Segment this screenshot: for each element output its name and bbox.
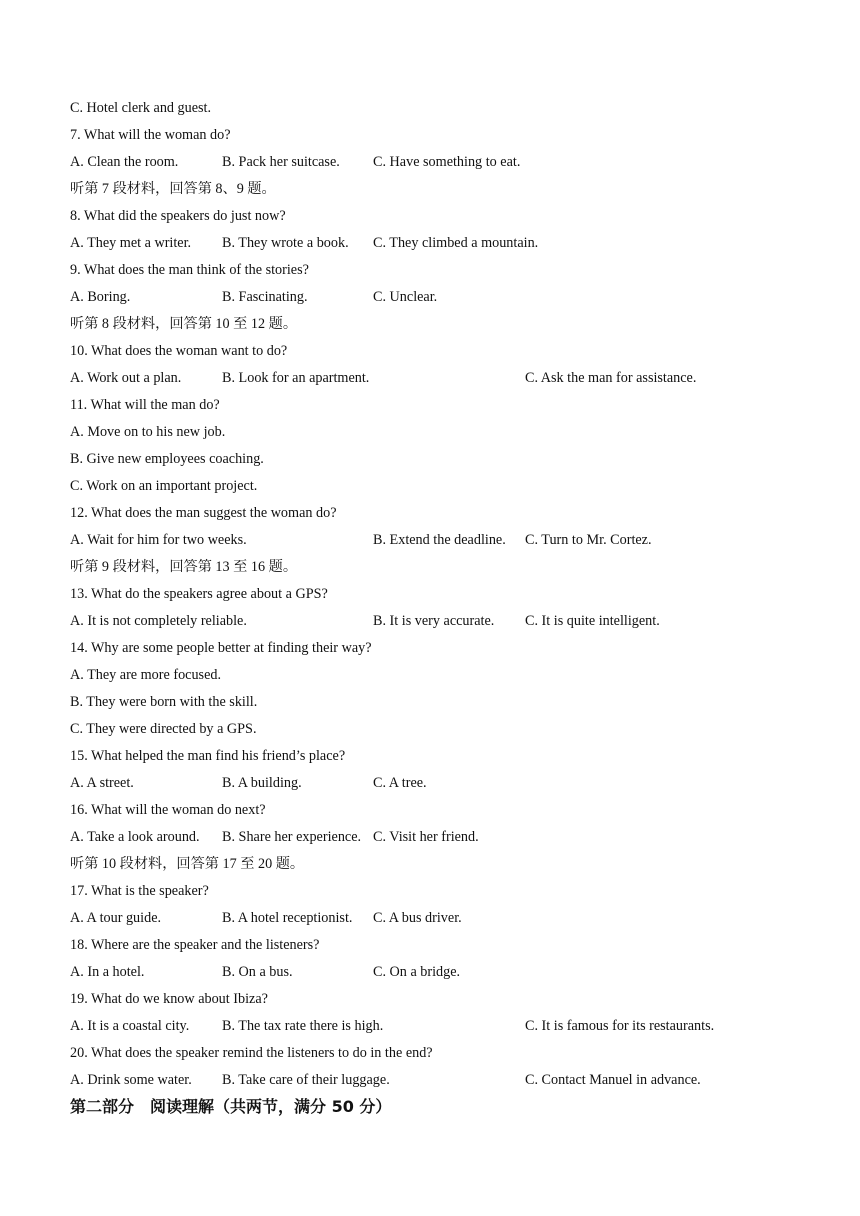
option-15c: C. A tree. [373, 775, 427, 791]
option-13b: B. It is very accurate. [373, 613, 495, 629]
option-12c: C. Turn to Mr. Cortez. [525, 532, 652, 548]
question-12: 12. What does the man suggest the woman do? [70, 505, 337, 521]
option-20c: C. Contact Manuel in advance. [525, 1072, 701, 1088]
option-20b: B. Take care of their luggage. [222, 1072, 390, 1088]
option-line: C. Hotel clerk and guest. [70, 100, 212, 116]
option-9b: B. Fascinating. [222, 289, 308, 305]
question-10: 10. What does the woman want to do? [70, 343, 288, 359]
option-19a: A. It is a coastal city. [70, 1018, 190, 1034]
option-19b: B. The tax rate there is high. [222, 1018, 384, 1034]
question-13: 13. What do the speakers agree about a GPS? [70, 586, 328, 602]
section-instruction-9: 听第 9 段材料，回答第 13 至 16 题。 [70, 559, 298, 575]
option-14b: B. They were born with the skill. [70, 694, 258, 710]
option-10a: A. Work out a plan. [70, 370, 182, 386]
question-20: 20. What does the speaker remind the listeners to do in the end? [70, 1045, 433, 1061]
section-instruction-10: 听第 10 段材料，回答第 17 至 20 题。 [70, 856, 305, 872]
option-15b: B. A building. [222, 775, 302, 791]
option-16c: C. Visit her friend. [373, 829, 479, 845]
option-9a: A. Boring. [70, 289, 131, 305]
option-14a: A. They are more focused. [70, 667, 222, 683]
option-8c: C. They climbed a mountain. [373, 235, 539, 251]
option-20a: A. Drink some water. [70, 1072, 192, 1088]
option-18c: C. On a bridge. [373, 964, 461, 980]
option-11c: C. Work on an important project. [70, 478, 258, 494]
question-15: 15. What helped the man find his friend’s place? [70, 748, 346, 764]
option-17a: A. A tour guide. [70, 910, 162, 926]
option-8a: A. They met a writer. [70, 235, 192, 251]
option-16a: A. Take a look around. [70, 829, 200, 845]
question-18: 18. Where are the speaker and the listeners? [70, 937, 320, 953]
question-7: 7. What will the woman do? [70, 127, 231, 143]
question-8: 8. What did the speakers do just now? [70, 208, 286, 224]
part-two-heading: 第二部分 阅读理解（共两节，满分 50 分） [70, 1097, 392, 1116]
option-10b: B. Look for an apartment. [222, 370, 370, 386]
question-19: 19. What do we know about Ibiza? [70, 991, 268, 1007]
section-instruction-7: 听第 7 段材料，回答第 8、9 题。 [70, 181, 276, 197]
option-12a: A. Wait for him for two weeks. [70, 532, 247, 548]
option-10c: C. Ask the man for assistance. [525, 370, 697, 386]
question-14: 14. Why are some people better at finding their way? [70, 640, 372, 656]
option-12b: B. Extend the deadline. [373, 532, 506, 548]
option-11b: B. Give new employees coaching. [70, 451, 264, 467]
option-14c: C. They were directed by a GPS. [70, 721, 257, 737]
option-7a: A. Clean the room. [70, 154, 179, 170]
option-17c: C. A bus driver. [373, 910, 462, 926]
option-7b: B. Pack her suitcase. [222, 154, 340, 170]
option-13a: A. It is not completely reliable. [70, 613, 247, 629]
option-18a: A. In a hotel. [70, 964, 145, 980]
option-7c: C. Have something to eat. [373, 154, 521, 170]
question-17: 17. What is the speaker? [70, 883, 209, 899]
option-15a: A. A street. [70, 775, 134, 791]
option-13c: C. It is quite intelligent. [525, 613, 660, 629]
option-9c: C. Unclear. [373, 289, 438, 305]
option-8b: B. They wrote a book. [222, 235, 349, 251]
option-11a: A. Move on to his new job. [70, 424, 226, 440]
option-18b: B. On a bus. [222, 964, 293, 980]
option-19c: C. It is famous for its restaurants. [525, 1018, 715, 1034]
option-16b: B. Share her experience. [222, 829, 362, 845]
question-16: 16. What will the woman do next? [70, 802, 266, 818]
section-instruction-8: 听第 8 段材料，回答第 10 至 12 题。 [70, 316, 298, 332]
option-17b: B. A hotel receptionist. [222, 910, 353, 926]
question-9: 9. What does the man think of the stories? [70, 262, 309, 278]
question-11: 11. What will the man do? [70, 397, 220, 413]
